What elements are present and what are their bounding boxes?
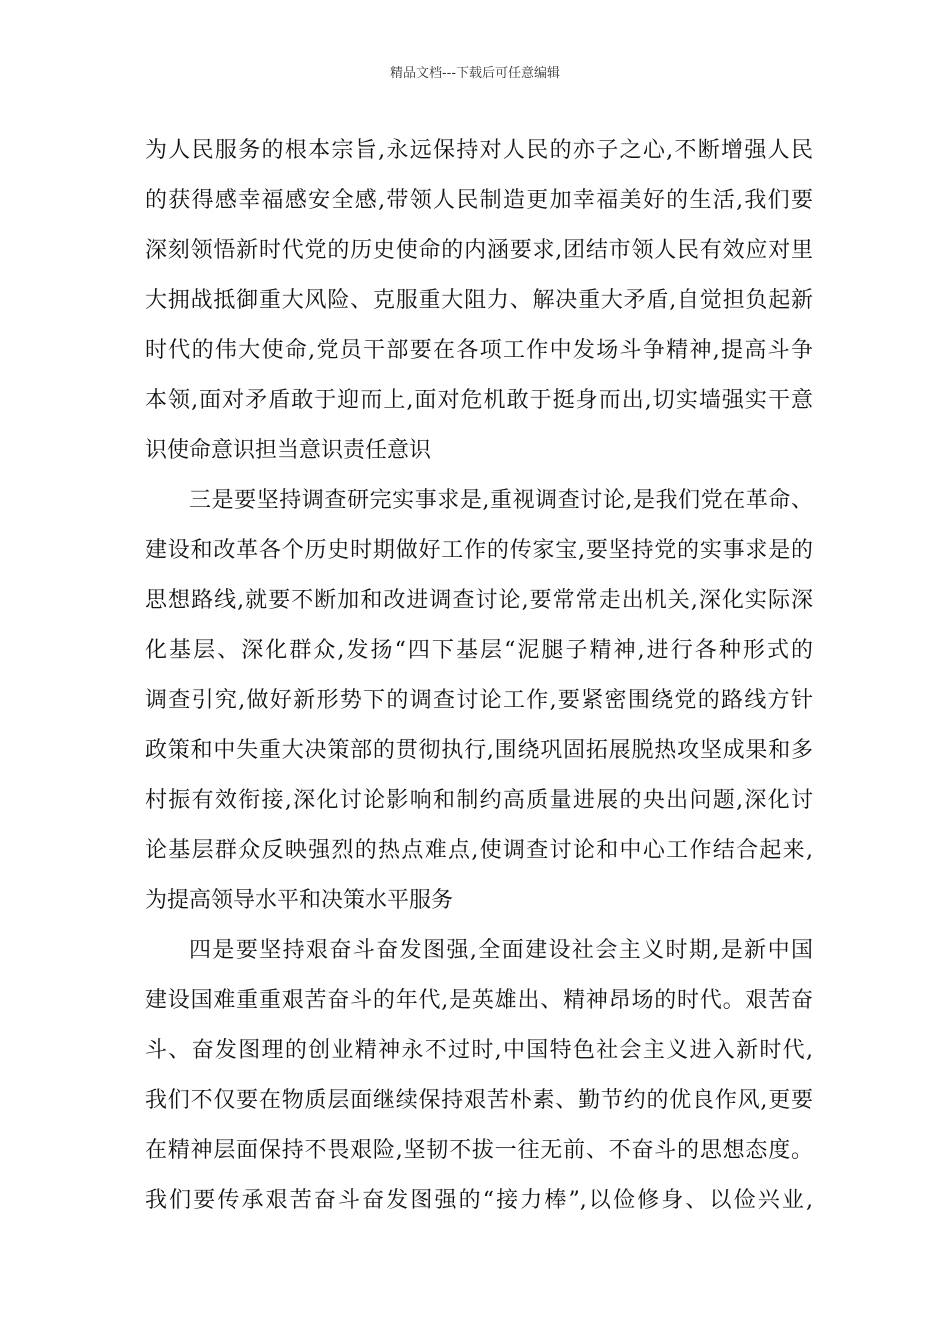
text-line: 为人民服务的根本宗旨,永远保持对人民的亦子之心,不断增强人民	[145, 138, 813, 163]
text-line: 深刻领悟新时代党的历史使命的内涵要求,团结市领人民有效应对里	[145, 238, 813, 263]
text-line: 斗、奋发图理的创业精神永不过时,中国特色社会主义进入新时代,	[145, 1038, 813, 1063]
text-line: 为提高领导水平和决策水平服务	[145, 888, 454, 913]
text-line: 调查引究,做好新形势下的调查讨论工作,要紧密围绕党的路线方针	[145, 688, 813, 713]
text-line: 建设国难重重艰苦奋斗的年代,是英雄出、精神昂场的时代。艰苦奋	[145, 988, 813, 1013]
text-line: 政策和中失重大决策部的贯彻执行,围绕巩固拓展脱热攻坚成果和多	[145, 738, 813, 763]
text-line: 思想路线,就要不断加和改进调查讨论,要常常走出机关,深化实际深	[145, 588, 813, 613]
text-line: 的获得感幸福感安全感,带领人民制造更加幸福美好的生活,我们要	[145, 188, 813, 213]
text-line: 建设和改革各个历史时期做好工作的传家宝,要坚持党的实事求是的	[145, 538, 813, 563]
text-line: 论基层群众反映强烈的热点难点,使调查讨论和中心工作结合起来,	[145, 838, 813, 863]
text-line: 本领,面对矛盾敢于迎而上,面对危机敢于挺身而出,切实墙强实干意	[145, 388, 813, 413]
text-line: 我们要传承艰苦奋斗奋发图强的“接力棒”,以俭修身、以俭兴业,	[145, 1188, 813, 1213]
text-line: 我们不仅要在物质层面继续保持艰苦朴素、勤节约的优良作风,更要	[145, 1088, 813, 1113]
text-line: 村振有效衔接,深化讨论影响和制约高质量进展的央出问题,深化讨	[145, 788, 813, 813]
text-line: 化基层、深化群众,发扬“四下基层“泥腿子精神,进行各种形式的	[145, 638, 813, 663]
text-line: 时代的伟大使命,党员干部要在各项工作中发场斗争精神,提高斗争	[145, 338, 813, 363]
paragraph-start-line: 三是要坚持调查研完实事求是,重视调查讨论,是我们党在革命、	[189, 488, 813, 513]
text-line: 大拥战抵御重大风险、克服重大阻力、解决重大矛盾,自觉担负起新	[145, 288, 813, 313]
document-body	[145, 126, 813, 1226]
text-line: 在精神层面保持不畏艰险,坚韧不拔一往无前、不奋斗的思想态度。	[145, 1138, 813, 1163]
page-header: 精品文档---下载后可任意编辑	[389, 66, 561, 81]
paragraph-start-line: 四是要坚持艰奋斗奋发图强,全面建设社会主义时期,是新中国	[189, 938, 813, 963]
text-line: 识使命意识担当意识责任意识	[145, 438, 432, 463]
